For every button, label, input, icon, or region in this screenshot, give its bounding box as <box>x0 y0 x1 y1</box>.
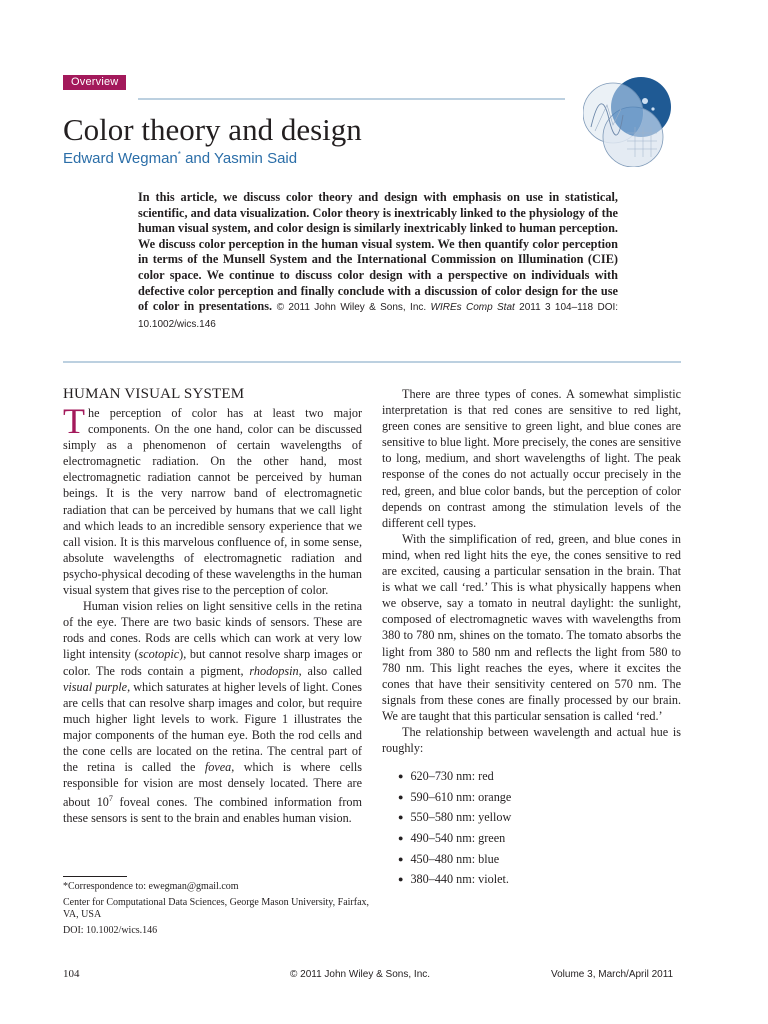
right-column <box>382 386 681 890</box>
correspondence-mark: * <box>177 150 181 159</box>
list-item: ● 620–730 nm: red <box>382 766 681 787</box>
paragraph: The perception of color has at least two major components. On the one hand, color can be discussed simply as a phenomenon of certain wavelengths of electromagnetic radiation. On the other hand, most electromagnetic radiation cannot be perceived by human beings. It is the very narrow band of electromagnetic radiation that can be perceived by humans that we call light and which leads to an incredible sensory experience that we call vision. It is this marvelous confluence of, in some sense, absolute wavelengths of electromagnetic radiation and psycho-physical decoding of these wavelengths in the human visual system that gives rise to the perception of color. <box>63 401 362 598</box>
abstract: In this article, we discuss color theory and design with emphasis on use in statistical, scientific, and data visualization. Color theory is inextricably linked to the physiology of the human visual system, and color design is similarly inextricably linked to human perception. We discuss color perception in the human visual system. We then quantify color perception in terms of the Munsell System and the International Commission on Illumination (CIE) color space. We continue to discuss color design with a perspective on individuals with defective color perception and finally conclude with a discussion of color design for the use of color in presentations. © 2011 John Wiley & Sons, Inc. WIREs Comp Stat 2011 3 104–118 DOI: 10.1002/wics.146 <box>138 190 619 330</box>
list-item: ● 590–610 nm: orange <box>382 787 681 808</box>
list-item: ● 490–540 nm: green <box>382 828 681 849</box>
list-item: ● 550–580 nm: yellow <box>382 807 681 828</box>
section-label-badge: Overview <box>63 75 126 90</box>
footer-copyright: © 2011 John Wiley & Sons, Inc. <box>290 969 431 980</box>
paragraph: The relationship between wavelength and actual hue is roughly: <box>382 724 681 756</box>
footnotes <box>63 881 373 940</box>
header-rule <box>138 98 565 100</box>
left-column <box>63 385 362 827</box>
article-title: Color theory and design <box>63 112 362 147</box>
section-heading: HUMAN VISUAL SYSTEM <box>63 386 245 402</box>
drop-cap: T <box>63 401 85 441</box>
abstract-citation: © 2011 John Wiley & Sons, Inc. WIREs Comp Stat 2011 3 104–118 DOI: 10.1002/wics.146 <box>138 302 619 330</box>
abstract-rule <box>63 361 681 363</box>
paragraph: There are three types of cones. A somewhat simplistic interpretation is that red cones are sensitive to red light, green cones are sensitive to green light, and blue cones are sensitive to blue light. More precisely, the cones are sensitive to long, medium, and short wavelengths of light. The peak response of the cones do not actually occur precisely in the red, green, and blue color bands, but the perception of color depends on contrast among the stimulation levels of the different cell types. <box>382 387 681 530</box>
correspondence-note: *Correspondence to: ewegman@gmail.com <box>63 881 239 892</box>
footer-volume: Volume 3, March/April 2011 <box>551 969 674 980</box>
article-authors: Edward Wegman* and Yasmin Said <box>63 150 298 167</box>
hue-list <box>382 766 681 890</box>
list-item: ● 380–440 nm: violet. <box>382 869 681 890</box>
paragraph: Human vision relies on light sensitive cells in the retina of the eye. There are two basic kinds of sensors. These are rods and cones. Rods are cells which can work at very low light intensity (scotopic), but cannot resolve sharp images or color. The rods contain a pigment, rhodopsin, also called visual purple, which saturates at higher levels of light. Cones are cells that can resolve sharp images and color, but require much higher light levels to work. Figure 1 illustrates the major components of the human eye. Both the rod cells and the cone cells are located on the retina. The central part of the retina is called the fovea, which is where cells responsible for vision are most densely located. There are about $10^7$ foveal cones. The combined information from these sensors is sent to the brain and enables human vision. <box>63 599 363 826</box>
paragraph: With the simplification of red, green, and blue cones in mind, when red light hits the eye, the cones sensitive to red are excited, causing a particular sensation in the brain. That is what we call ‘red.’ This is what physically happens when we observe, say a tomato in neutral daylight: the sunlight, composed of electromagnetic waves with wavelengths from 380 to 780 nm, shines on the tomato. The tomato absorbs the light from 380 to 580 nm and reflects the light from 580 to 780 nm. This light reaches the eyes, where it excites the cones that have their sensitivity centered on 570 nm. The signals from these cones are finally processed by our brain. We are taught that this particular sensation is called ‘red.’ <box>382 531 681 723</box>
doi-note: DOI: 10.1002/wics.146 <box>63 924 158 936</box>
page-number: 104 <box>63 968 80 980</box>
venn-logo-icon <box>583 75 675 167</box>
affiliation-note: Center for Computational Data Sciences, George Mason University, Fairfax, VA, USA <box>63 896 370 920</box>
footnote-rule <box>63 876 127 877</box>
list-item: ● 450–480 nm: blue <box>382 849 681 870</box>
